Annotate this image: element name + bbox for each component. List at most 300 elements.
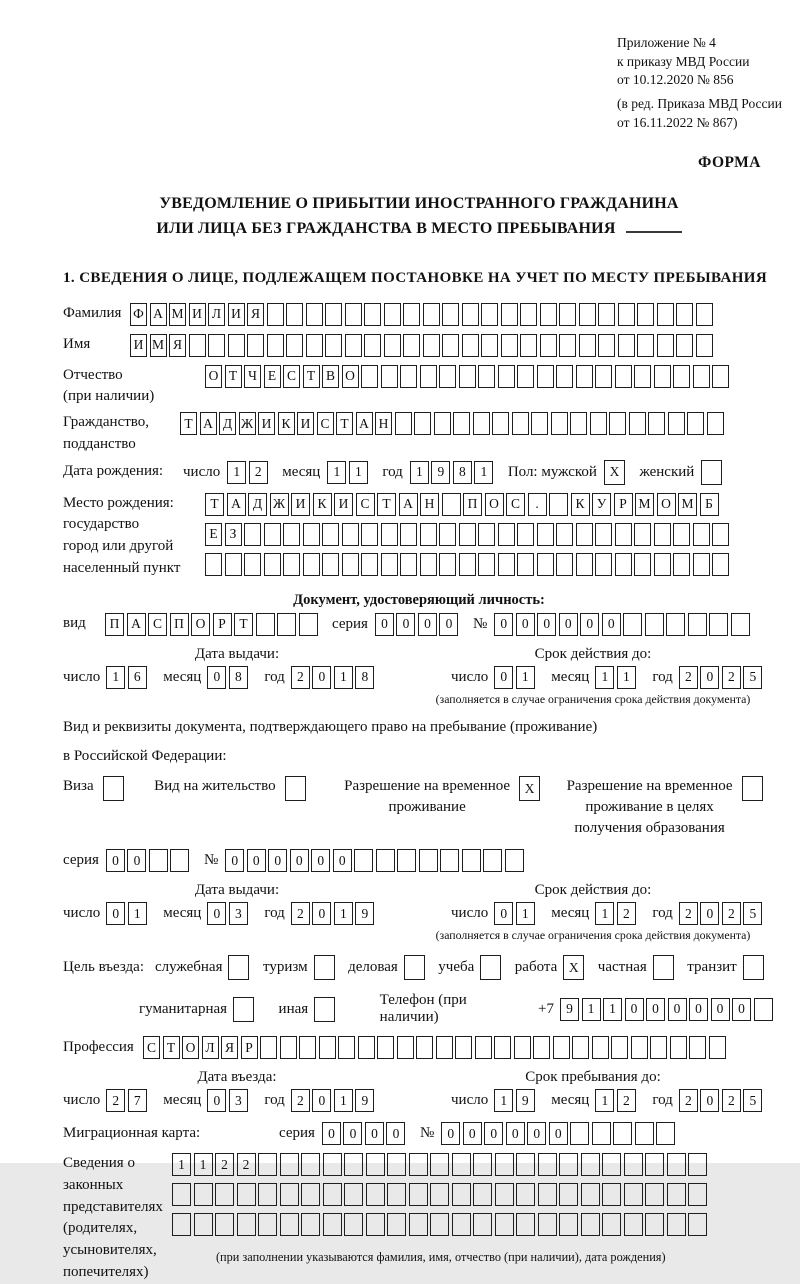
char-cell[interactable]: [149, 849, 168, 872]
char-cell[interactable]: [624, 1183, 643, 1206]
char-cell[interactable]: [495, 1153, 514, 1176]
char-cell[interactable]: [409, 1183, 428, 1206]
char-cell[interactable]: [430, 1213, 449, 1236]
char-cell[interactable]: [322, 523, 339, 546]
char-cell[interactable]: [344, 1153, 363, 1176]
char-cell[interactable]: О: [485, 493, 504, 516]
char-cell[interactable]: [416, 1036, 433, 1059]
char-cell[interactable]: [381, 523, 398, 546]
char-cell[interactable]: [498, 365, 515, 388]
char-cell[interactable]: 1: [227, 461, 246, 484]
char-cell[interactable]: [634, 523, 651, 546]
char-cell[interactable]: 0: [668, 998, 687, 1021]
char-cell[interactable]: [345, 334, 362, 357]
char-cell[interactable]: [225, 553, 242, 576]
char-cell[interactable]: [645, 1183, 664, 1206]
char-cell[interactable]: [473, 1183, 492, 1206]
char-cell[interactable]: [442, 493, 461, 516]
char-cell[interactable]: Р: [614, 493, 633, 516]
char-cell[interactable]: [366, 1213, 385, 1236]
char-cell[interactable]: Е: [264, 365, 281, 388]
char-cell[interactable]: С: [506, 493, 525, 516]
char-cell[interactable]: [501, 303, 518, 326]
char-cell[interactable]: [618, 303, 635, 326]
char-cell[interactable]: 9: [431, 461, 450, 484]
char-cell[interactable]: [570, 1122, 589, 1145]
char-cell[interactable]: [595, 523, 612, 546]
char-cell[interactable]: [323, 1213, 342, 1236]
char-cell[interactable]: 0: [439, 613, 458, 636]
char-cell[interactable]: [495, 1183, 514, 1206]
char-cell[interactable]: [590, 412, 607, 435]
char-cell[interactable]: Т: [180, 412, 197, 435]
char-cell[interactable]: 0: [375, 613, 394, 636]
char-cell[interactable]: [323, 1153, 342, 1176]
char-cell[interactable]: [377, 1036, 394, 1059]
char-cell[interactable]: [688, 1213, 707, 1236]
char-cell[interactable]: [576, 365, 593, 388]
char-cell[interactable]: 0: [333, 849, 352, 872]
char-cell[interactable]: 9: [560, 998, 579, 1021]
char-cell[interactable]: 0: [441, 1122, 460, 1145]
char-cell[interactable]: 1: [603, 998, 622, 1021]
char-cell[interactable]: [595, 365, 612, 388]
char-cell[interactable]: [572, 1036, 589, 1059]
char-cell[interactable]: 6: [128, 666, 147, 689]
char-cell[interactable]: 1: [334, 902, 353, 925]
char-cell[interactable]: [277, 613, 296, 636]
char-cell[interactable]: [576, 523, 593, 546]
char-cell[interactable]: [419, 849, 438, 872]
char-cell[interactable]: 1: [128, 902, 147, 925]
char-cell[interactable]: 0: [602, 613, 621, 636]
char-cell[interactable]: [256, 613, 275, 636]
char-cell[interactable]: [299, 613, 318, 636]
char-cell[interactable]: Я: [221, 1036, 238, 1059]
char-cell[interactable]: [540, 303, 557, 326]
char-cell[interactable]: 1: [617, 666, 636, 689]
char-cell[interactable]: [172, 1183, 191, 1206]
char-cell[interactable]: [345, 303, 362, 326]
char-cell[interactable]: [358, 1036, 375, 1059]
char-cell[interactable]: [676, 334, 693, 357]
char-cell[interactable]: [654, 553, 671, 576]
char-cell[interactable]: [629, 412, 646, 435]
char-cell[interactable]: [673, 523, 690, 546]
char-cell[interactable]: Я: [247, 303, 264, 326]
char-cell[interactable]: [301, 1153, 320, 1176]
char-cell[interactable]: [688, 1153, 707, 1176]
char-cell[interactable]: 0: [484, 1122, 503, 1145]
char-cell[interactable]: [709, 613, 728, 636]
char-cell[interactable]: А: [399, 493, 418, 516]
char-cell[interactable]: Ж: [239, 412, 256, 435]
char-cell[interactable]: [634, 553, 651, 576]
char-cell[interactable]: [707, 412, 724, 435]
char-cell[interactable]: [556, 523, 573, 546]
char-cell[interactable]: 9: [516, 1089, 535, 1112]
char-cell[interactable]: [613, 1122, 632, 1145]
char-cell[interactable]: [283, 523, 300, 546]
char-cell[interactable]: [325, 303, 342, 326]
char-cell[interactable]: [673, 553, 690, 576]
char-cell[interactable]: [194, 1183, 213, 1206]
char-cell[interactable]: [264, 553, 281, 576]
char-cell[interactable]: [189, 334, 206, 357]
char-cell[interactable]: [420, 365, 437, 388]
char-cell[interactable]: [615, 523, 632, 546]
char-cell[interactable]: [618, 334, 635, 357]
char-cell[interactable]: М: [169, 303, 186, 326]
char-cell[interactable]: [342, 523, 359, 546]
char-cell[interactable]: [688, 1183, 707, 1206]
char-cell[interactable]: 1: [516, 666, 535, 689]
char-cell[interactable]: 1: [516, 902, 535, 925]
char-cell[interactable]: 1: [595, 666, 614, 689]
char-cell[interactable]: [598, 303, 615, 326]
char-cell[interactable]: [701, 460, 722, 485]
char-cell[interactable]: [653, 955, 674, 980]
char-cell[interactable]: [397, 1036, 414, 1059]
char-cell[interactable]: [478, 365, 495, 388]
char-cell[interactable]: [637, 303, 654, 326]
char-cell[interactable]: [280, 1183, 299, 1206]
char-cell[interactable]: 1: [194, 1153, 213, 1176]
char-cell[interactable]: 8: [453, 461, 472, 484]
char-cell[interactable]: [280, 1036, 297, 1059]
char-cell[interactable]: [494, 1036, 511, 1059]
char-cell[interactable]: [361, 523, 378, 546]
char-cell[interactable]: [520, 334, 537, 357]
char-cell[interactable]: С: [148, 613, 167, 636]
char-cell[interactable]: [517, 365, 534, 388]
char-cell[interactable]: 1: [595, 902, 614, 925]
char-cell[interactable]: Я: [169, 334, 186, 357]
char-cell[interactable]: [657, 334, 674, 357]
char-cell[interactable]: [559, 1183, 578, 1206]
char-cell[interactable]: 1: [410, 461, 429, 484]
char-cell[interactable]: К: [571, 493, 590, 516]
char-cell[interactable]: [325, 334, 342, 357]
char-cell[interactable]: [473, 1213, 492, 1236]
char-cell[interactable]: [473, 1153, 492, 1176]
char-cell[interactable]: [559, 303, 576, 326]
char-cell[interactable]: [549, 493, 568, 516]
char-cell[interactable]: [170, 849, 189, 872]
char-cell[interactable]: О: [657, 493, 676, 516]
char-cell[interactable]: [434, 412, 451, 435]
char-cell[interactable]: [688, 613, 707, 636]
char-cell[interactable]: 0: [225, 849, 244, 872]
char-cell[interactable]: [342, 553, 359, 576]
char-cell[interactable]: [696, 334, 713, 357]
char-cell[interactable]: 1: [327, 461, 346, 484]
char-cell[interactable]: [420, 553, 437, 576]
char-cell[interactable]: [462, 849, 481, 872]
char-cell[interactable]: [581, 1153, 600, 1176]
char-cell[interactable]: [537, 523, 554, 546]
char-cell[interactable]: 0: [207, 1089, 226, 1112]
char-cell[interactable]: [366, 1153, 385, 1176]
char-cell[interactable]: [283, 553, 300, 576]
char-cell[interactable]: [533, 1036, 550, 1059]
char-cell[interactable]: [301, 1213, 320, 1236]
char-cell[interactable]: 5: [743, 902, 762, 925]
char-cell[interactable]: 0: [700, 666, 719, 689]
char-cell[interactable]: [615, 365, 632, 388]
char-cell[interactable]: У: [592, 493, 611, 516]
char-cell[interactable]: Д: [248, 493, 267, 516]
char-cell[interactable]: [303, 553, 320, 576]
char-cell[interactable]: 2: [617, 902, 636, 925]
char-cell[interactable]: [361, 365, 378, 388]
char-cell[interactable]: [602, 1183, 621, 1206]
char-cell[interactable]: 0: [625, 998, 644, 1021]
char-cell[interactable]: Т: [303, 365, 320, 388]
char-cell[interactable]: [452, 1213, 471, 1236]
char-cell[interactable]: [381, 553, 398, 576]
char-cell[interactable]: [301, 1183, 320, 1206]
char-cell[interactable]: [654, 365, 671, 388]
char-cell[interactable]: [696, 303, 713, 326]
char-cell[interactable]: [537, 553, 554, 576]
char-cell[interactable]: [299, 1036, 316, 1059]
char-cell[interactable]: [439, 553, 456, 576]
char-cell[interactable]: И: [291, 493, 310, 516]
char-cell[interactable]: [233, 997, 254, 1022]
char-cell[interactable]: Т: [163, 1036, 180, 1059]
char-cell[interactable]: [280, 1213, 299, 1236]
char-cell[interactable]: 0: [516, 613, 535, 636]
char-cell[interactable]: [403, 334, 420, 357]
char-cell[interactable]: М: [635, 493, 654, 516]
char-cell[interactable]: [409, 1213, 428, 1236]
char-cell[interactable]: [280, 1153, 299, 1176]
char-cell[interactable]: К: [313, 493, 332, 516]
char-cell[interactable]: [244, 523, 261, 546]
char-cell[interactable]: [709, 1036, 726, 1059]
char-cell[interactable]: Д: [219, 412, 236, 435]
char-cell[interactable]: [498, 553, 515, 576]
char-cell[interactable]: 1: [474, 461, 493, 484]
char-cell[interactable]: И: [189, 303, 206, 326]
char-cell[interactable]: О: [182, 1036, 199, 1059]
char-cell[interactable]: Ж: [270, 493, 289, 516]
char-cell[interactable]: [323, 1183, 342, 1206]
char-cell[interactable]: [553, 1036, 570, 1059]
char-cell[interactable]: 0: [494, 613, 513, 636]
char-cell[interactable]: [244, 553, 261, 576]
char-cell[interactable]: 2: [249, 461, 268, 484]
char-cell[interactable]: Н: [375, 412, 392, 435]
char-cell[interactable]: [645, 1153, 664, 1176]
char-cell[interactable]: [387, 1153, 406, 1176]
char-cell[interactable]: [645, 613, 664, 636]
char-cell[interactable]: 3: [229, 902, 248, 925]
char-cell[interactable]: [743, 955, 764, 980]
char-cell[interactable]: 5: [743, 1089, 762, 1112]
char-cell[interactable]: [498, 523, 515, 546]
char-cell[interactable]: 0: [312, 666, 331, 689]
char-cell[interactable]: [322, 553, 339, 576]
char-cell[interactable]: 2: [679, 666, 698, 689]
char-cell[interactable]: [742, 776, 763, 801]
char-cell[interactable]: [260, 1036, 277, 1059]
char-cell[interactable]: [442, 303, 459, 326]
char-cell[interactable]: [414, 412, 431, 435]
char-cell[interactable]: [556, 553, 573, 576]
char-cell[interactable]: [631, 1036, 648, 1059]
char-cell[interactable]: С: [283, 365, 300, 388]
char-cell[interactable]: [462, 334, 479, 357]
char-cell[interactable]: 0: [700, 1089, 719, 1112]
char-cell[interactable]: [237, 1183, 256, 1206]
char-cell[interactable]: [436, 1036, 453, 1059]
char-cell[interactable]: В: [322, 365, 339, 388]
char-cell[interactable]: 1: [494, 1089, 513, 1112]
char-cell[interactable]: А: [150, 303, 167, 326]
char-cell[interactable]: [579, 303, 596, 326]
char-cell[interactable]: [570, 412, 587, 435]
char-cell[interactable]: [531, 412, 548, 435]
char-cell[interactable]: 1: [595, 1089, 614, 1112]
char-cell[interactable]: [693, 553, 710, 576]
char-cell[interactable]: [439, 365, 456, 388]
char-cell[interactable]: [602, 1213, 621, 1236]
char-cell[interactable]: [384, 334, 401, 357]
char-cell[interactable]: 9: [355, 902, 374, 925]
char-cell[interactable]: [440, 849, 459, 872]
char-cell[interactable]: [303, 523, 320, 546]
char-cell[interactable]: [475, 1036, 492, 1059]
char-cell[interactable]: [551, 412, 568, 435]
char-cell[interactable]: [540, 334, 557, 357]
char-cell[interactable]: 0: [711, 998, 730, 1021]
char-cell[interactable]: [556, 365, 573, 388]
char-cell[interactable]: [264, 523, 281, 546]
char-cell[interactable]: [609, 412, 626, 435]
char-cell[interactable]: [384, 303, 401, 326]
char-cell[interactable]: [667, 1213, 686, 1236]
char-cell[interactable]: 2: [291, 902, 310, 925]
char-cell[interactable]: И: [228, 303, 245, 326]
char-cell[interactable]: 8: [229, 666, 248, 689]
char-cell[interactable]: [637, 334, 654, 357]
char-cell[interactable]: Р: [241, 1036, 258, 1059]
char-cell[interactable]: А: [356, 412, 373, 435]
char-cell[interactable]: [480, 955, 501, 980]
char-cell[interactable]: [592, 1036, 609, 1059]
char-cell[interactable]: 2: [237, 1153, 256, 1176]
char-cell[interactable]: 9: [355, 1089, 374, 1112]
char-cell[interactable]: О: [342, 365, 359, 388]
char-cell[interactable]: [395, 412, 412, 435]
char-cell[interactable]: [258, 1183, 277, 1206]
char-cell[interactable]: [559, 1153, 578, 1176]
char-cell[interactable]: [576, 553, 593, 576]
char-cell[interactable]: [673, 365, 690, 388]
char-cell[interactable]: 0: [290, 849, 309, 872]
char-cell[interactable]: [645, 1213, 664, 1236]
char-cell[interactable]: [459, 553, 476, 576]
char-cell[interactable]: [306, 334, 323, 357]
char-cell[interactable]: .: [528, 493, 547, 516]
char-cell[interactable]: 0: [580, 613, 599, 636]
char-cell[interactable]: 1: [172, 1153, 191, 1176]
char-cell[interactable]: [387, 1183, 406, 1206]
char-cell[interactable]: И: [334, 493, 353, 516]
char-cell[interactable]: 1: [106, 666, 125, 689]
char-cell[interactable]: 1: [334, 1089, 353, 1112]
char-cell[interactable]: 2: [215, 1153, 234, 1176]
char-cell[interactable]: 0: [494, 902, 513, 925]
char-cell[interactable]: 0: [311, 849, 330, 872]
char-cell[interactable]: 0: [322, 1122, 341, 1145]
char-cell[interactable]: [517, 523, 534, 546]
char-cell[interactable]: 0: [527, 1122, 546, 1145]
char-cell[interactable]: [228, 955, 249, 980]
char-cell[interactable]: [516, 1153, 535, 1176]
char-cell[interactable]: 2: [679, 1089, 698, 1112]
char-cell[interactable]: 1: [349, 461, 368, 484]
char-cell[interactable]: Л: [202, 1036, 219, 1059]
char-cell[interactable]: [731, 613, 750, 636]
char-cell[interactable]: [258, 1153, 277, 1176]
char-cell[interactable]: 0: [247, 849, 266, 872]
char-cell[interactable]: 5: [743, 666, 762, 689]
char-cell[interactable]: [205, 553, 222, 576]
char-cell[interactable]: 3: [229, 1089, 248, 1112]
char-cell[interactable]: К: [278, 412, 295, 435]
char-cell[interactable]: [687, 412, 704, 435]
char-cell[interactable]: X: [563, 955, 584, 980]
char-cell[interactable]: [376, 849, 395, 872]
char-cell[interactable]: [559, 1213, 578, 1236]
char-cell[interactable]: [423, 303, 440, 326]
char-cell[interactable]: П: [170, 613, 189, 636]
char-cell[interactable]: Н: [420, 493, 439, 516]
char-cell[interactable]: [624, 1153, 643, 1176]
char-cell[interactable]: [228, 334, 245, 357]
char-cell[interactable]: 0: [537, 613, 556, 636]
char-cell[interactable]: [602, 1153, 621, 1176]
char-cell[interactable]: 7: [128, 1089, 147, 1112]
char-cell[interactable]: [712, 365, 729, 388]
char-cell[interactable]: [693, 523, 710, 546]
char-cell[interactable]: [623, 613, 642, 636]
char-cell[interactable]: А: [200, 412, 217, 435]
char-cell[interactable]: З: [225, 523, 242, 546]
char-cell[interactable]: [495, 1213, 514, 1236]
char-cell[interactable]: [656, 1122, 675, 1145]
char-cell[interactable]: [516, 1183, 535, 1206]
char-cell[interactable]: 1: [582, 998, 601, 1021]
char-cell[interactable]: [654, 523, 671, 546]
char-cell[interactable]: Ф: [130, 303, 147, 326]
char-cell[interactable]: [667, 1183, 686, 1206]
char-cell[interactable]: Ч: [244, 365, 261, 388]
char-cell[interactable]: [689, 1036, 706, 1059]
char-cell[interactable]: [314, 997, 335, 1022]
char-cell[interactable]: 2: [722, 902, 741, 925]
char-cell[interactable]: [615, 553, 632, 576]
char-cell[interactable]: [319, 1036, 336, 1059]
char-cell[interactable]: [650, 1036, 667, 1059]
char-cell[interactable]: Т: [377, 493, 396, 516]
char-cell[interactable]: [344, 1183, 363, 1206]
char-cell[interactable]: 0: [463, 1122, 482, 1145]
char-cell[interactable]: [517, 553, 534, 576]
